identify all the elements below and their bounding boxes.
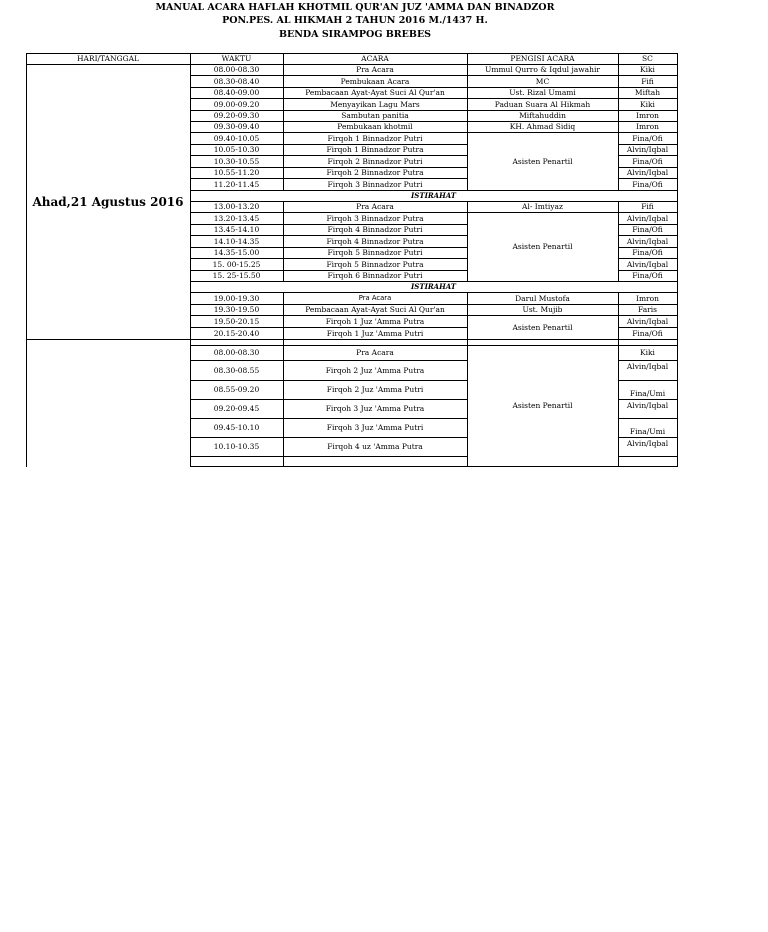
- waktu-cell: 09.20-09.45: [213, 404, 260, 413]
- header-pengisi: PENGISI ACARA: [510, 54, 575, 63]
- waktu-cell: 08.00-08.30: [213, 65, 260, 74]
- waktu-cell: 13.00-13.20: [213, 202, 260, 211]
- waktu-cell: 10.30-10.55: [213, 156, 260, 166]
- acara-cell: Pra Acara: [358, 294, 392, 302]
- sc-cell: Alvin/Iqbal: [626, 168, 669, 177]
- waktu-cell: 09.40-10.05: [213, 133, 260, 143]
- acara-cell: Firqoh 2 Juz 'Amma Putri: [326, 385, 424, 394]
- waktu-cell: 20.15-20.40: [213, 328, 260, 338]
- pengisi-cell: MC: [535, 76, 550, 86]
- waktu-cell: 14.35-15.00: [213, 248, 260, 257]
- document-title-line-2: PON.PES. AL HIKMAH 2 TAHUN 2016 M./1437 H.: [222, 15, 488, 26]
- sc-cell: Alvin/Iqbal: [626, 259, 669, 269]
- waktu-cell: 10.10-10.35: [213, 442, 260, 451]
- waktu-cell: 19.30-19.50: [213, 305, 260, 314]
- sc-cell: Imron: [635, 111, 659, 120]
- acara-cell: Pembacaan Ayat-Ayat Suci Al Qur'an: [305, 88, 445, 97]
- sc-cell: Kiki: [640, 99, 655, 109]
- acara-cell: Pra Acara: [356, 202, 394, 211]
- waktu-cell: 15. 25-15.50: [212, 271, 261, 280]
- acara-cell: Pembukaan Acara: [340, 76, 410, 86]
- acara-cell: Firqoh 4 Binnadzor Putri: [327, 225, 423, 234]
- sc-cell: Fifi: [641, 202, 654, 211]
- sc-cell: Alvin/Iqbal: [626, 236, 669, 246]
- acara-cell: Sambutan panitia: [341, 111, 409, 120]
- waktu-cell: 15. 00-15.25: [212, 259, 261, 269]
- pengisi-cell: Paduan Suara Al Hikmah: [494, 99, 591, 109]
- waktu-cell: 08.00-08.30: [213, 348, 260, 357]
- pengisi-cell: Ummul Qurro & Iqdul jawahir: [485, 65, 600, 74]
- pengisi-merged-cell: Asisten Penartil: [512, 401, 573, 410]
- sc-cell: Miftah: [634, 88, 661, 97]
- header-acara: ACARA: [361, 54, 389, 63]
- acara-cell: Pra Acara: [356, 348, 394, 357]
- pengisi-cell: Miftahuddin: [519, 111, 566, 120]
- acara-cell: Firqoh 3 Binnadzor Putra: [326, 213, 424, 223]
- sc-cell: Alvin/Iqbal: [626, 145, 669, 154]
- sc-cell: Fina/Ofi: [632, 225, 663, 234]
- grid-line: [190, 339, 678, 340]
- acara-cell: Firqoh 2 Juz 'Amma Putra: [325, 365, 425, 375]
- sc-cell: Kiki: [640, 348, 655, 357]
- waktu-cell: 09.20-09.30: [213, 111, 260, 120]
- pengisi-cell: Darul Mustofa: [515, 293, 570, 303]
- sc-cell: Alvin/Iqbal: [626, 439, 669, 448]
- grid-line: [190, 466, 678, 467]
- header-sc: SC: [642, 54, 653, 63]
- grid-line: [190, 456, 468, 457]
- acara-cell: Firqoh 1 Binnadzor Putri: [327, 133, 423, 143]
- acara-cell: Firqoh 3 Juz 'Amma Putri: [326, 423, 424, 432]
- acara-cell: Firqoh 2 Binnadzor Putri: [327, 156, 423, 166]
- acara-cell: Menyayikan Lagu Mars: [330, 99, 420, 109]
- sc-cell: Fina/Ofi: [632, 271, 663, 280]
- grid-line: [26, 339, 191, 340]
- sc-cell: Faris: [638, 305, 657, 314]
- grid-line: [618, 456, 678, 457]
- waktu-cell: 19.00-19.30: [213, 293, 260, 303]
- document-title-line-1: MANUAL ACARA HAFLAH KHOTMIL QUR'AN JUZ 'AMMA DAN BINADZOR: [155, 2, 555, 13]
- acara-cell: Firqoh 3 Juz 'Amma Putra: [325, 404, 425, 413]
- istirahat-break: ISTIRAHAT: [411, 282, 456, 291]
- istirahat-break: ISTIRAHAT: [411, 191, 456, 200]
- acara-cell: Pembacaan Ayat-Ayat Suci Al Qur'an: [305, 305, 445, 314]
- header-waktu: WAKTU: [221, 54, 252, 63]
- sc-cell: Fina/Umi: [629, 427, 666, 436]
- waktu-cell: 08.30-08.40: [213, 76, 260, 86]
- acara-cell: Pembukaan khotmil: [337, 122, 413, 131]
- sc-cell: Alvin/Iqbal: [626, 316, 669, 326]
- sc-cell: Kiki: [640, 65, 655, 74]
- waktu-cell: 09.30-09.40: [213, 122, 260, 131]
- waktu-cell: 08.30-08.55: [213, 365, 260, 375]
- acara-cell: Firqoh 4 uz 'Amma Putra: [327, 442, 423, 451]
- waktu-cell: 13.20-13.45: [213, 213, 260, 223]
- header-hari: HARI/TANGGAL: [76, 54, 140, 63]
- grid-line: [677, 53, 678, 467]
- pengisi-merged-cell: Asisten Penartil: [512, 322, 573, 332]
- pengisi-merged-cell: Asisten Penartil: [512, 156, 573, 166]
- sc-cell: Alvin/Iqbal: [626, 213, 669, 223]
- waktu-cell: 08.55-09.20: [213, 385, 260, 394]
- sc-cell: Imron: [635, 122, 659, 131]
- sc-cell: Imron: [635, 293, 659, 303]
- waktu-cell: 13.45-14.10: [213, 225, 260, 234]
- acara-cell: Firqoh 1 Juz 'Amma Putri: [326, 328, 424, 338]
- waktu-cell: 09.00-09.20: [213, 99, 260, 109]
- sc-cell: Fina/Umi: [629, 389, 666, 398]
- sc-cell: Fina/Ofi: [632, 248, 663, 257]
- acara-cell: Pra Acara: [356, 65, 394, 74]
- acara-cell: Firqoh 1 Binnadzor Putra: [326, 145, 424, 154]
- sc-cell: Fina/Ofi: [632, 156, 663, 166]
- acara-cell: Firqoh 6 Binnadzor Putri: [327, 271, 423, 280]
- sc-cell: Fina/Ofi: [632, 328, 663, 338]
- waktu-cell: 09.45-10.10: [213, 423, 260, 432]
- sc-cell: Fina/Ofi: [632, 179, 663, 189]
- waktu-cell: 10.05-10.30: [213, 145, 260, 154]
- acara-cell: Firqoh 5 Binnadzor Putra: [326, 259, 424, 269]
- day-label: Ahad,21 Agustus 2016: [32, 194, 184, 209]
- acara-cell: Firqoh 2 Binnadzor Putra: [326, 168, 424, 177]
- sc-cell: Fifi: [641, 76, 654, 86]
- sc-cell: Alvin/Iqbal: [626, 362, 669, 371]
- pengisi-cell: Ust. Mujib: [522, 305, 563, 314]
- document-title-line-3: BENDA SIRAMPOG BREBES: [278, 29, 432, 40]
- waktu-cell: 10.55-11.20: [213, 168, 260, 177]
- pengisi-merged-cell: Asisten Penartil: [512, 242, 573, 251]
- waktu-cell: 19.50-20.15: [213, 316, 260, 326]
- waktu-cell: 11.20-11.45: [213, 179, 260, 189]
- sc-cell: Alvin/Iqbal: [626, 401, 669, 410]
- acara-cell: Firqoh 5 Binnadzor Putri: [327, 248, 423, 257]
- waktu-cell: 14.10-14.35: [213, 236, 260, 246]
- acara-cell: Firqoh 3 Binnadzor Putri: [327, 179, 423, 189]
- pengisi-cell: Al- Imtiyaz: [522, 202, 563, 211]
- pengisi-cell: Ust. Rizal Umami: [509, 88, 576, 97]
- acara-cell: Firqoh 1 Juz 'Amma Putra: [325, 316, 425, 326]
- sc-cell: Fina/Ofi: [632, 133, 663, 143]
- pengisi-cell: KH. Ahmad Sidiq: [509, 122, 576, 131]
- waktu-cell: 08.40-09.00: [213, 88, 260, 97]
- acara-cell: Firqoh 4 Binnadzor Putra: [326, 236, 424, 246]
